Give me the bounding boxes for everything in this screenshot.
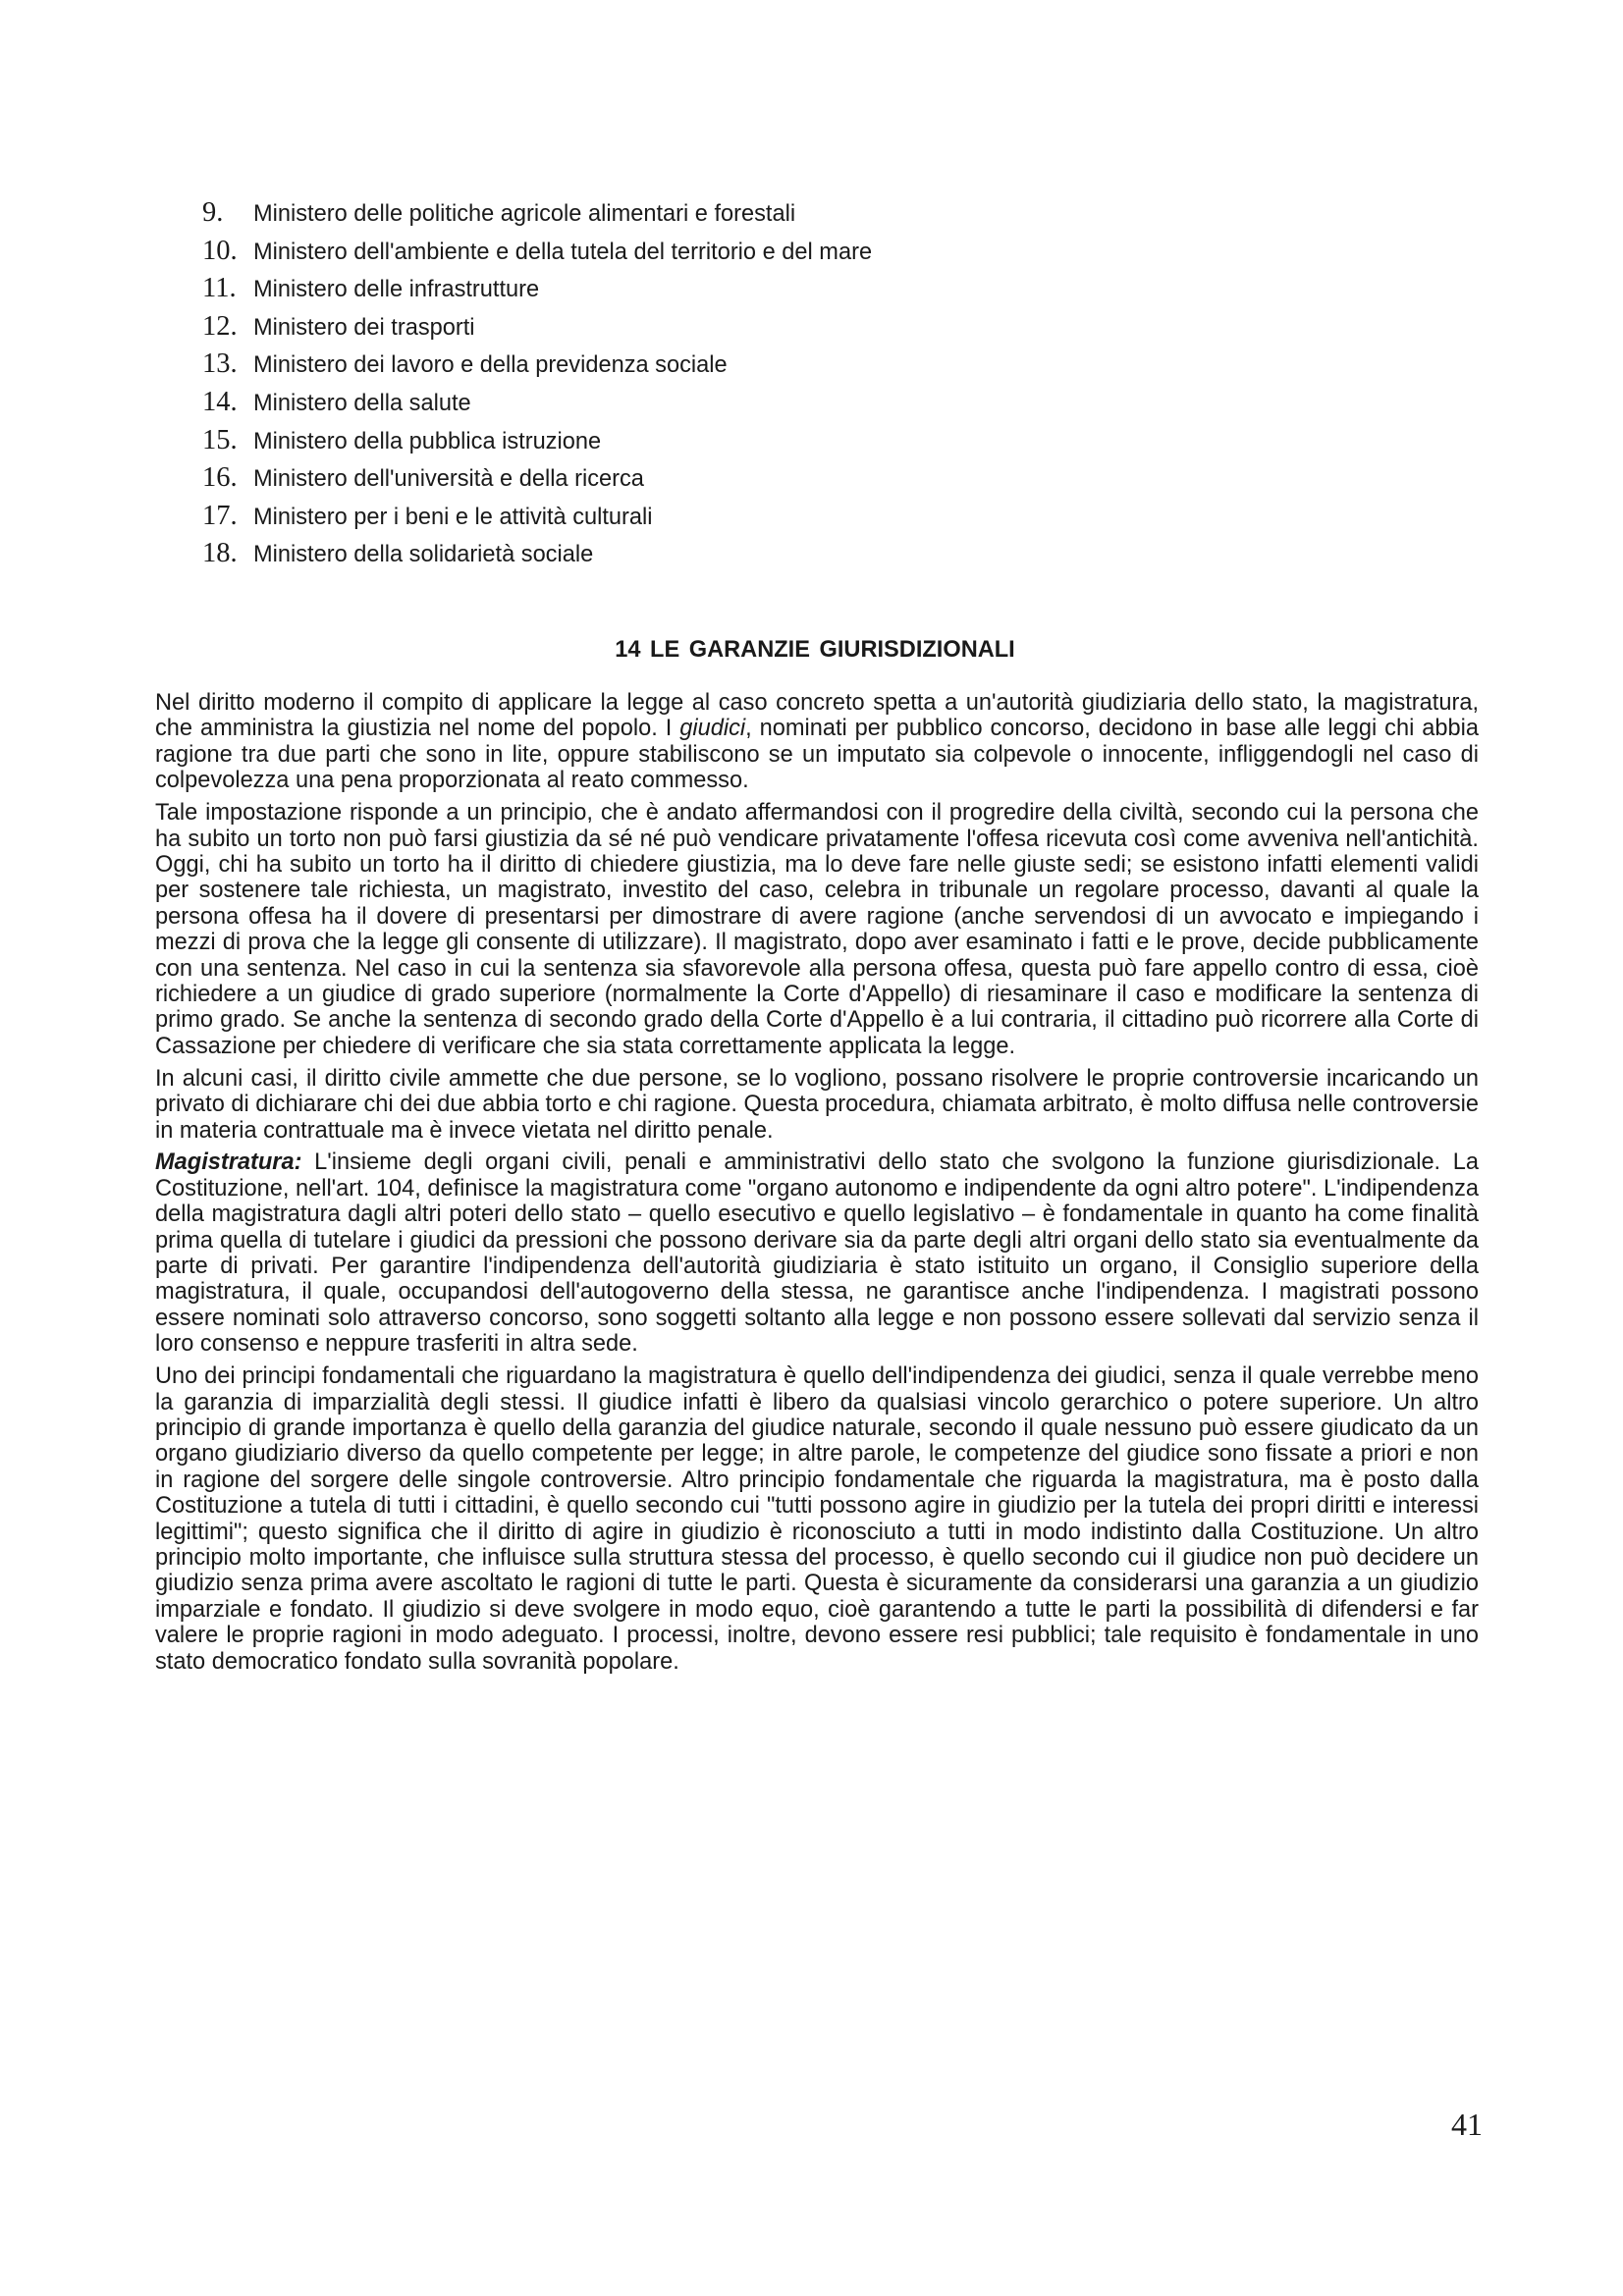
section-heading: 14 LE GARANZIE GIURISDIZIONALI [615,637,1015,663]
list-item-number: 17. [202,500,238,531]
list-item-number: 15. [202,424,238,455]
list-item [202,538,1184,576]
list-item-text: Ministero dell'ambiente e della tutela del territorio e del mare [253,239,873,265]
list-item [202,197,1184,236]
paragraph: In alcuni casi, il diritto civile ammette che due persone, se lo vogliono, possano risolvere le proprie controversie incaricando un privato di dichiarare chi dei due abbia torto e chi ragione. Questa procedura, chiamata arbitrato, è molto diffusa nelle controversie in materia contrattuale ma è invece vietata nel diritto penale. [155,1065,1479,1144]
definition-text: L'insieme degli organi civili, penali e amministrativi dello stato che svolgono la funzione giurisdizionale. La Costituzione, nell'art. 104, definisce la magistratura come "organo autonomo e indipendente da ogni altro potere". L'indipendenza della magistratura dagli altri poteri dello stato – quello esecutivo e quello legislativo – è fondamentale in quanto ha come finalità prima quella di tutelare i giudici da pressioni che possono derivare sia da parte degli altri organi dello stato sia eventualmente da parte di privati. Per garantire l'indipendenza dell'autorità giudiziaria è stato istituito un organo, il Consiglio superiore della magistratura, il quale, occupandosi dell'autogoverno della stessa, ne garantisce anche l'indipendenza. I magistrati possono essere nominati solo attraverso concorso, sono soggetti soltanto alla legge e non possono essere sollevati dal servizio senza il loro consenso e neppure trasferiti in altra sede. [155,1149,1479,1358]
list-item [202,348,1184,387]
definition-term: Magistratura: [155,1149,302,1176]
list-item-number: 14. [202,386,238,417]
list-item-text: Ministero delle politiche agricole alimentari e forestali [253,201,796,227]
list-item-text: Ministero delle infrastrutture [253,277,540,303]
list-item-number: 16. [202,462,238,494]
paragraph-text: , nominati per pubblico concorso, decidono in base alle leggi chi abbia ragione tra due parti che sono in lite, oppure stabiliscono se un imputato sia colpevole o innocente, infliggendogli nel caso di colpevolezza una pena proporzionata al reato commesso. [155,716,1479,794]
list-item-number: 18. [202,538,238,569]
list-item-text: Ministero della salute [253,390,471,416]
list-item-text: Ministero della solidarietà sociale [253,542,594,568]
paragraph [155,1149,1479,1357]
list-item-text: Ministero dei trasporti [253,314,475,341]
italic-term: giudici [679,716,746,742]
paragraph-text: Nel diritto moderno il compito di applicare la legge al caso concreto spetta a un'autorità giudiziaria dello stato, la magistratura, che amministra la giustizia nel nome del popolo. I [155,690,1479,742]
list-item [202,387,1184,425]
list-item-number: 12. [202,310,238,342]
paragraph: Uno dei principi fondamentali che riguardano la magistratura è quello dell'indipendenza dei giudici, senza il quale verrebbe meno la garanzia di imparzialità degli stessi. Il giudice infatti è libero da qualsiasi vincolo gerarchico o potere superiore. Un altro principio di grande importanza è quello della garanzia del giudice naturale, secondo il quale nessuno può essere giudicato da un organo giudiziario diverso da quello competente per legge; in altre parole, le competenze del giudice sono fissate a priori e non in ragione del sorgere delle singole controversie. Altro principio fondamentale che riguarda la magistratura, ma è posto dalla Costituzione a tutela di tutti i cittadini, è quello secondo cui "tutti possono agire in giudizio per la tutela dei propri diritti e interessi legittimi"; questo significa che il diritto di agire in giudizio è riconosciuto a tutti in modo indistinto dalla Costituzione. Un altro principio molto importante, che influisce sulla struttura stessa del processo, è quello secondo cui il giudice non può decidere un giudizio senza prima avere ascoltato le ragioni di tutte le parti. Questa è sicuramente da considerarsi una garanzia a un giudizio imparziale e fondato. Il giudizio si deve svolgere in modo equo, cioè garantendo a tutte le parti la possibilità di difendersi e far valere le proprie ragioni in modo adeguato. I processi, inoltre, devono essere resi pubblici; tale requisito è fondamentale in uno stato democratico fondato sulla sovranità popolare. [155,1363,1479,1675]
ministries-list [202,197,1184,576]
paragraph [155,690,1479,794]
list-item-text: Ministero dell'università e della ricerca [253,466,644,493]
list-item-number: 11. [202,273,237,304]
list-item [202,462,1184,501]
list-item [202,236,1184,274]
list-item-number: 9. [202,197,224,228]
list-item [202,501,1184,539]
list-item-text: Ministero per i beni e le attività culturali [253,504,653,530]
list-item-number: 10. [202,235,238,266]
list-item-text: Ministero della pubblica istruzione [253,428,602,454]
section-body [155,690,1479,1682]
list-item-number: 13. [202,348,238,380]
page-number: 41 [1451,2107,1483,2142]
list-item-text: Ministero dei lavoro e della previdenza sociale [253,352,728,379]
list-item [202,311,1184,349]
list-item [202,273,1184,311]
paragraph: Tale impostazione risponde a un principio, che è andato affermandosi con il progredire della civiltà, secondo cui la persona che ha subito un torto non può farsi giustizia da sé né può vendicare privatamente l'offesa ricevuta così come avveniva nell'antichità. Oggi, chi ha subito un torto ha il diritto di chiedere giustizia, ma lo deve fare nelle giuste sedi; se esistono infatti elementi validi per sostenere tale richiesta, un magistrato, investito del caso, celebra in tribunale un regolare processo, davanti al quale la persona offesa ha il dovere di presentarsi per dimostrare di avere ragione (anche servendosi di un avvocato e impiegando i mezzi di prova che la legge gli consente di utilizzare). Il magistrato, dopo aver esaminato i fatti e le prove, decide pubblicamente con una sentenza. Nel caso in cui la sentenza sia sfavorevole alla persona offesa, questa può fare appello contro di essa, cioè richiedere a un giudice di grado superiore (normalmente la Corte d'Appello) di riesaminare il caso e modificare la sentenza di primo grado. Se anche la sentenza di secondo grado della Corte d'Appello è a lui contraria, il cittadino può ricorrere alla Corte di Cassazione per chiedere di verificare che sia stata correttamente applicata la legge. [155,800,1479,1059]
list-item [202,425,1184,463]
